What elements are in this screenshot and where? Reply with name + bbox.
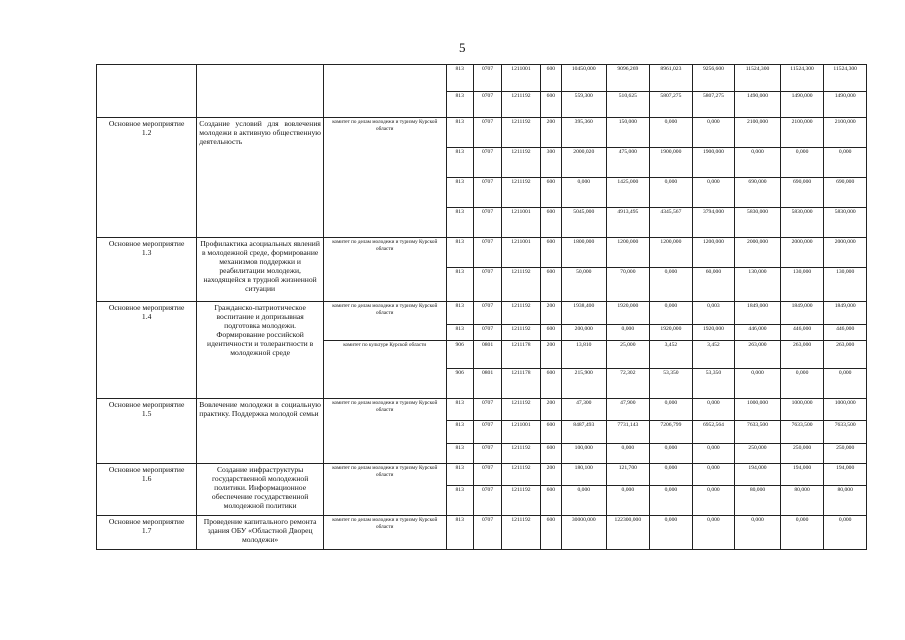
table-cell: 25,000 xyxy=(606,341,650,369)
table-cell: 263,000 xyxy=(824,341,867,369)
table-cell: 200 xyxy=(540,464,561,486)
table-cell: 250,000 xyxy=(780,444,824,464)
page-number: 5 xyxy=(459,40,466,55)
table-cell: 510,625 xyxy=(606,92,650,118)
table-row xyxy=(97,65,867,92)
table-cell: 0707 xyxy=(473,464,501,486)
table-cell: 5830,000 xyxy=(735,208,781,238)
table-cell: 1849,000 xyxy=(735,302,781,325)
executor-name: комитет по делам молодежи и туризму Курской области xyxy=(323,302,446,341)
table-cell: 0,000 xyxy=(780,516,824,550)
table-cell: 0,000 xyxy=(735,369,781,399)
table-cell: 0,000 xyxy=(650,464,693,486)
table-cell: 1211192 xyxy=(502,118,541,148)
table-cell: 1211192 xyxy=(502,92,541,118)
table-cell: 1211192 xyxy=(502,516,541,550)
budget-table xyxy=(96,64,867,550)
table-cell: 4913,495 xyxy=(606,208,650,238)
table-cell: 0,000 xyxy=(650,399,693,421)
table-cell: 263,000 xyxy=(735,341,781,369)
table-cell: 200 xyxy=(540,118,561,148)
empty-measure-cell xyxy=(97,65,197,118)
table-cell: 250,000 xyxy=(735,444,781,464)
table-cell: 3,452 xyxy=(692,341,735,369)
empty-desc-cell xyxy=(197,65,324,118)
table-cell: 690,000 xyxy=(735,178,781,208)
table-cell: 600 xyxy=(540,516,561,550)
table-cell: 813 xyxy=(446,325,473,341)
table-cell: 7633,500 xyxy=(735,421,781,444)
table-cell: 0707 xyxy=(473,148,501,178)
table-cell: 1211178 xyxy=(502,341,541,369)
table-cell: 600 xyxy=(540,486,561,516)
table-cell: 0,000 xyxy=(735,516,781,550)
table-row xyxy=(97,238,867,268)
table-cell: 194,000 xyxy=(780,464,824,486)
table-cell: 1900,000 xyxy=(692,148,735,178)
measure-name: Основное мероприятие 1.2 xyxy=(97,118,197,238)
table-cell: 0,000 xyxy=(606,486,650,516)
table-cell: 690,000 xyxy=(780,178,824,208)
table-cell: 2100,000 xyxy=(824,118,867,148)
table-cell: 813 xyxy=(446,268,473,302)
table-cell: 47,900 xyxy=(606,399,650,421)
table-cell: 53,350 xyxy=(692,369,735,399)
table-cell: 1849,000 xyxy=(824,302,867,325)
measure-name: Основное мероприятие 1.5 xyxy=(97,399,197,464)
table-cell: 0,000 xyxy=(780,148,824,178)
table-cell: 2100,000 xyxy=(735,118,781,148)
table-cell: 0707 xyxy=(473,268,501,302)
table-cell: 600 xyxy=(540,65,561,92)
table-cell: 600 xyxy=(540,178,561,208)
table-cell: 0,003 xyxy=(692,302,735,325)
table-cell: 1211192 xyxy=(502,486,541,516)
table-cell: 80,000 xyxy=(824,486,867,516)
table-cell: 1800,000 xyxy=(561,238,606,268)
table-cell: 0,000 xyxy=(692,118,735,148)
measure-description: Профилактика асоциальных явлений в молодежной среде, формирование механизмов поддержки и реабилитации молодежи, находящейся в трудной жизненной ситуации xyxy=(197,238,324,302)
table-cell: 0707 xyxy=(473,118,501,148)
table-cell: 47,300 xyxy=(561,399,606,421)
table-cell: 0,000 xyxy=(824,516,867,550)
table-cell: 4345,567 xyxy=(650,208,693,238)
table-cell: 200 xyxy=(540,399,561,421)
executor-name: комитет по делам молодежи и туризму Курской области xyxy=(323,238,446,302)
table-cell: 80,000 xyxy=(780,486,824,516)
table-cell: 200 xyxy=(540,302,561,325)
table-cell: 813 xyxy=(446,148,473,178)
table-cell: 0,000 xyxy=(735,148,781,178)
table-cell: 10450,000 xyxy=(561,65,606,92)
table-cell: 0,000 xyxy=(824,369,867,399)
empty-exec-cell xyxy=(323,65,446,118)
table-cell: 446,000 xyxy=(824,325,867,341)
table-cell: 813 xyxy=(446,486,473,516)
table-cell: 0,000 xyxy=(692,516,735,550)
table-cell: 0801 xyxy=(473,369,501,399)
table-cell: 80,000 xyxy=(735,486,781,516)
table-cell: 5807,275 xyxy=(692,92,735,118)
executor-name: комитет по культуре Курской области xyxy=(323,341,446,399)
table-cell: 7633,500 xyxy=(780,421,824,444)
table-cell: 130,000 xyxy=(735,268,781,302)
table-cell: 250,000 xyxy=(824,444,867,464)
table-cell: 11524,300 xyxy=(735,65,781,92)
table-cell: 1849,000 xyxy=(780,302,824,325)
table-cell: 395,360 xyxy=(561,118,606,148)
table-cell: 0707 xyxy=(473,238,501,268)
table-cell: 0707 xyxy=(473,325,501,341)
table-cell: 0801 xyxy=(473,341,501,369)
table-cell: 1211001 xyxy=(502,208,541,238)
table-cell: 2000,000 xyxy=(824,238,867,268)
table-cell: 11524,300 xyxy=(780,65,824,92)
table-cell: 122300,000 xyxy=(606,516,650,550)
table-cell: 1211178 xyxy=(502,369,541,399)
measure-description: Вовлечение молодежи в социальную практику. Поддержка молодой семьи xyxy=(197,399,324,464)
table-cell: 813 xyxy=(446,464,473,486)
table-cell: 2100,000 xyxy=(780,118,824,148)
measure-name: Основное мероприятие 1.3 xyxy=(97,238,197,302)
table-cell: 7633,500 xyxy=(824,421,867,444)
measure-description: Создание условий для вовлечения молодежи в активную общественную деятельность xyxy=(197,118,324,238)
executor-name: комитет по делам молодежи и туризму Курской области xyxy=(323,399,446,464)
table-cell: 1920,000 xyxy=(692,325,735,341)
table-cell: 2000,000 xyxy=(735,238,781,268)
table-cell: 1490,000 xyxy=(780,92,824,118)
table-cell: 1920,000 xyxy=(606,302,650,325)
table-cell: 1938,400 xyxy=(561,302,606,325)
table-cell: 2000,000 xyxy=(780,238,824,268)
table-cell: 0,000 xyxy=(692,464,735,486)
table-cell: 1200,000 xyxy=(650,238,693,268)
measure-name: Основное мероприятие 1.4 xyxy=(97,302,197,399)
table-cell: 1211001 xyxy=(502,421,541,444)
table-cell: 600 xyxy=(540,268,561,302)
table-cell: 5830,000 xyxy=(824,208,867,238)
table-cell: 600 xyxy=(540,238,561,268)
table-cell: 263,000 xyxy=(780,341,824,369)
table-cell: 1000,000 xyxy=(735,399,781,421)
table-cell: 0,000 xyxy=(692,399,735,421)
table-cell: 1211192 xyxy=(502,178,541,208)
table-cell: 0,000 xyxy=(606,444,650,464)
table-cell: 0,000 xyxy=(650,444,693,464)
table-cell: 813 xyxy=(446,238,473,268)
table-cell: 11524,300 xyxy=(824,65,867,92)
table-cell: 600 xyxy=(540,369,561,399)
table-cell: 0,000 xyxy=(650,178,693,208)
table-cell: 559,300 xyxy=(561,92,606,118)
table-cell: 0,000 xyxy=(561,178,606,208)
table-cell: 60,000 xyxy=(692,268,735,302)
table-cell: 5807,275 xyxy=(650,92,693,118)
table-cell: 0707 xyxy=(473,65,501,92)
table-cell: 0,000 xyxy=(692,178,735,208)
table-cell: 1200,000 xyxy=(692,238,735,268)
table-cell: 600 xyxy=(540,444,561,464)
table-cell: 1490,000 xyxy=(735,92,781,118)
table-cell: 0,000 xyxy=(824,148,867,178)
table-cell: 0,000 xyxy=(650,302,693,325)
table-cell: 0707 xyxy=(473,178,501,208)
table-cell: 1211192 xyxy=(502,399,541,421)
executor-name: комитет по делам молодежи и туризму Курской области xyxy=(323,464,446,516)
table-cell: 0707 xyxy=(473,516,501,550)
table-cell: 5830,000 xyxy=(780,208,824,238)
table-cell: 9256,600 xyxy=(692,65,735,92)
measure-description: Создание инфраструктуры государственной молодежной политики. Информационное обеспечение государственной молодежной политики xyxy=(197,464,324,516)
table-cell: 3794,000 xyxy=(692,208,735,238)
table-cell: 0,000 xyxy=(692,444,735,464)
table-cell: 0707 xyxy=(473,399,501,421)
table-cell: 70,000 xyxy=(606,268,650,302)
table-cell: 0707 xyxy=(473,486,501,516)
table-cell: 0,000 xyxy=(650,516,693,550)
table-cell: 130,000 xyxy=(780,268,824,302)
table-cell: 6952,564 xyxy=(692,421,735,444)
table-cell: 813 xyxy=(446,516,473,550)
table-cell: 813 xyxy=(446,421,473,444)
table-cell: 0,000 xyxy=(561,486,606,516)
measure-description: Гражданско-патриотическое воспитание и допризывная подготовка молодежи. Формирование российской идентичности и толерантности в молодежной среде xyxy=(197,302,324,399)
table-cell: 9096,269 xyxy=(606,65,650,92)
table-cell: 813 xyxy=(446,444,473,464)
table-cell: 130,000 xyxy=(824,268,867,302)
table-cell: 72,302 xyxy=(606,369,650,399)
table-cell: 200 xyxy=(540,341,561,369)
table-cell: 7206,799 xyxy=(650,421,693,444)
table-cell: 446,000 xyxy=(780,325,824,341)
table-cell: 1211192 xyxy=(502,268,541,302)
table-cell: 0,000 xyxy=(650,486,693,516)
table-cell: 600 xyxy=(540,92,561,118)
table-cell: 906 xyxy=(446,369,473,399)
table-cell: 121,700 xyxy=(606,464,650,486)
measure-name: Основное мероприятие 1.6 xyxy=(97,464,197,516)
table-cell: 906 xyxy=(446,341,473,369)
executor-name: комитет по делам молодежи и туризму Курской области xyxy=(323,118,446,238)
table-body xyxy=(97,65,867,550)
table-cell: 1425,000 xyxy=(606,178,650,208)
table-row xyxy=(97,516,867,550)
table-cell: 3,452 xyxy=(650,341,693,369)
table-cell: 1211192 xyxy=(502,302,541,325)
table-cell: 446,000 xyxy=(735,325,781,341)
table-cell: 1200,000 xyxy=(606,238,650,268)
table-cell: 0707 xyxy=(473,92,501,118)
table-cell: 200,000 xyxy=(561,325,606,341)
table-cell: 600 xyxy=(540,421,561,444)
table-row xyxy=(97,118,867,148)
table-cell: 0,000 xyxy=(606,325,650,341)
table-cell: 813 xyxy=(446,208,473,238)
table-cell: 0707 xyxy=(473,302,501,325)
table-cell: 1490,000 xyxy=(824,92,867,118)
table-cell: 0707 xyxy=(473,208,501,238)
table-cell: 1211001 xyxy=(502,238,541,268)
table-cell: 50,000 xyxy=(561,268,606,302)
table-cell: 475,000 xyxy=(606,148,650,178)
table-cell: 1000,000 xyxy=(780,399,824,421)
table-row xyxy=(97,464,867,486)
table-row xyxy=(97,399,867,421)
table-cell: 194,000 xyxy=(735,464,781,486)
table-cell: 180,100 xyxy=(561,464,606,486)
executor-name: комитет по делам молодежи и туризму Курской области xyxy=(323,516,446,550)
table-cell: 2000,020 xyxy=(561,148,606,178)
table-cell: 7731,143 xyxy=(606,421,650,444)
table-cell: 100,000 xyxy=(561,444,606,464)
table-cell: 813 xyxy=(446,302,473,325)
table-cell: 1900,000 xyxy=(650,148,693,178)
measure-description: Проведение капитального ремонта здания ОБУ «Областной Дворец молодежи» xyxy=(197,516,324,550)
table-cell: 0,000 xyxy=(692,486,735,516)
table-cell: 600 xyxy=(540,208,561,238)
measure-name: Основное мероприятие 1.7 xyxy=(97,516,197,550)
table-cell: 0707 xyxy=(473,421,501,444)
table-cell: 8487,493 xyxy=(561,421,606,444)
table-cell: 690,000 xyxy=(824,178,867,208)
table-cell: 5045,000 xyxy=(561,208,606,238)
table-cell: 813 xyxy=(446,399,473,421)
table-cell: 1000,000 xyxy=(824,399,867,421)
table-cell: 0707 xyxy=(473,444,501,464)
table-cell: 1920,000 xyxy=(650,325,693,341)
table-cell: 813 xyxy=(446,178,473,208)
table-cell: 8961,023 xyxy=(650,65,693,92)
table-cell: 13,810 xyxy=(561,341,606,369)
table-cell: 813 xyxy=(446,118,473,148)
table-cell: 1211192 xyxy=(502,148,541,178)
table-cell: 215,900 xyxy=(561,369,606,399)
table-cell: 300 xyxy=(540,148,561,178)
table-cell: 813 xyxy=(446,65,473,92)
table-row xyxy=(97,302,867,325)
table-cell: 1211001 xyxy=(502,65,541,92)
table-cell: 0,000 xyxy=(650,118,693,148)
table-cell: 0,000 xyxy=(780,369,824,399)
table-cell: 30000,000 xyxy=(561,516,606,550)
table-cell: 813 xyxy=(446,92,473,118)
table-cell: 1211192 xyxy=(502,444,541,464)
table-cell: 194,000 xyxy=(824,464,867,486)
table-cell: 0,000 xyxy=(650,268,693,302)
table-cell: 1211192 xyxy=(502,325,541,341)
table-cell: 1211192 xyxy=(502,464,541,486)
table-cell: 53,350 xyxy=(650,369,693,399)
table-cell: 150,000 xyxy=(606,118,650,148)
table-cell: 600 xyxy=(540,325,561,341)
